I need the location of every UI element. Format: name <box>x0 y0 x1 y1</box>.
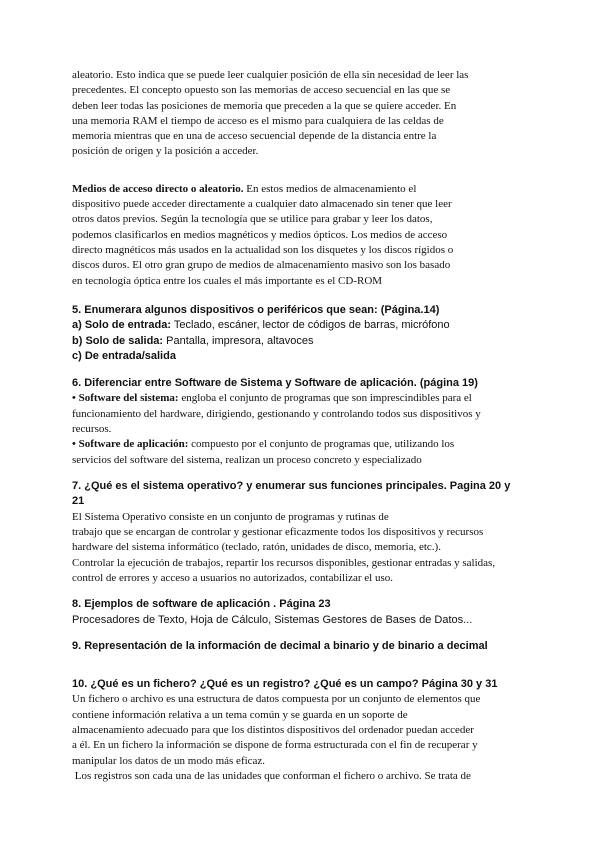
text-span: engloba el conjunto de programas que son imprescindibles para el <box>178 392 472 405</box>
question-heading: 8. Ejemplos de software de aplicación . Página 23 <box>72 598 331 611</box>
text-span: Teclado, escáner, lector de códigos de barras, micrófono <box>171 319 450 332</box>
text-line: Un fichero o archivo es una estructura de datos compuesta por un conjunto de elementos que <box>72 693 481 706</box>
text-line: aleatorio. Esto indica que se puede leer cualquier posición de ella sin necesidad de leer las <box>72 69 469 81</box>
question-heading: 5. Enumerara algunos dispositivos o periféricos que sean: (Página.14) <box>72 303 440 316</box>
bold-term: Medios de acceso directo o aleatorio. <box>72 182 244 195</box>
text-line: recursos. <box>72 422 112 435</box>
question-9 <box>72 639 520 655</box>
question-heading: 7. ¿Qué es el sistema operativo? y enumerar sus funciones principales. Pagina 20 y <box>72 479 511 492</box>
text-line <box>72 182 520 197</box>
text-line: memoria mientras que en una de acceso secuencial depende de la distancia entre la <box>72 130 437 143</box>
text-line: contiene información relativa a un tema común y se guarda en un soporte de <box>72 708 408 721</box>
bold-term: a) Solo de entrada: <box>72 319 172 332</box>
question-7 <box>72 479 520 586</box>
question-heading: 10. ¿Qué es un fichero? ¿Qué es un registro? ¿Qué es un campo? Página 30 y 31 <box>72 677 498 690</box>
paragraph-memory-access <box>72 68 520 160</box>
text-line <box>72 391 520 406</box>
text-line: control de errores y acceso a usuarios no autorizados, contabilizar el uso. <box>72 572 394 585</box>
text-line: funcionamiento del hardware, dirigiendo, gestionando y controlando todos sus dispositivos y <box>72 407 481 420</box>
text-line: dispositivo puede acceder directamente a cualquier dato almacenado sin tener que leer <box>72 198 452 211</box>
text-line: servicios del software del sistema, realizan un proceso concreto y especializado <box>72 453 422 466</box>
answer-line: Procesadores de Texto, Hoja de Cálculo, Sistemas Gestores de Bases de Datos... <box>72 613 473 626</box>
answer-line: c) De entrada/salida <box>72 350 176 363</box>
document-page <box>72 68 520 784</box>
text-line: una memoria RAM el tiempo de acceso es el mismo para cualquiera de las celdas de <box>72 114 444 127</box>
text-line: Los registros son cada una de las unidades que conforman el fichero o archivo. Se trata de <box>72 769 471 782</box>
question-10 <box>72 677 520 784</box>
answer-line <box>72 334 520 350</box>
text-line: deben leer todas las posiciones de memoria que preceden a la que se quiere acceder. En <box>72 99 457 112</box>
question-8 <box>72 597 520 628</box>
answer-line <box>72 318 520 334</box>
text-line: manipular los datos de un modo más eficaz. <box>72 754 266 767</box>
question-heading-cont: 21 <box>72 495 85 508</box>
text-line: trabajo que se encargan de controlar y gestionar eficazmente todos los dispositivos y recursos <box>72 526 484 539</box>
text-line: en tecnología óptica entre los cuales el más importante es el CD-ROM <box>72 274 383 287</box>
question-6 <box>72 376 520 468</box>
text-line: Controlar la ejecución de trabajos, repartir los recursos disponibles, gestionar entradas y salidas, <box>72 556 496 569</box>
text-line: almacenamiento adecuado para que los distintos dispositivos del ordenador puedan acceder <box>72 723 474 736</box>
text-line: otros datos previos. Según la tecnología que se utilice para grabar y leer los datos, <box>72 213 433 226</box>
text-span: compuesto por el conjunto de programas que, utilizando los <box>188 438 455 451</box>
text-span: En estos medios de almacenamiento el <box>243 182 417 195</box>
text-line: discos duros. El otro gran grupo de medios de almacenamiento masivo son los basado <box>72 259 451 272</box>
bold-term: • Software de aplicación: <box>72 438 189 451</box>
text-span: Pantalla, impresora, altavoces <box>163 334 314 347</box>
question-heading: 6. Diferenciar entre Software de Sistema y Software de aplicación. (página 19) <box>72 376 478 389</box>
bold-term: • Software del sistema: <box>72 392 179 405</box>
question-heading: 9. Representación de la información de decimal a binario y de binario a decimal <box>72 640 488 653</box>
text-line: El Sistema Operativo consiste en un conjunto de programas y rutinas de <box>72 510 389 523</box>
text-line: podemos clasificarlos en medios magnéticos y medios ópticos. Los medios de acceso <box>72 228 448 241</box>
text-line: posición de origen y la posición a acceder. <box>72 145 259 158</box>
paragraph-direct-access-media <box>72 182 520 289</box>
bold-term: b) Solo de salida: <box>72 334 164 347</box>
question-5 <box>72 303 520 365</box>
text-line: directo magnéticos más usados en la actualidad son los disquetes y los discos rígidos o <box>72 243 454 256</box>
text-line <box>72 437 520 452</box>
text-line: precedentes. El concepto opuesto son las memorias de acceso secuencial en las que se <box>72 84 451 97</box>
text-line: hardware del sistema informático (teclado, ratón, unidades de disco, memoria, etc.). <box>72 541 441 554</box>
text-line: a él. En un fichero la información se dispone de forma estructurada con el fin de recuperar y <box>72 739 478 752</box>
